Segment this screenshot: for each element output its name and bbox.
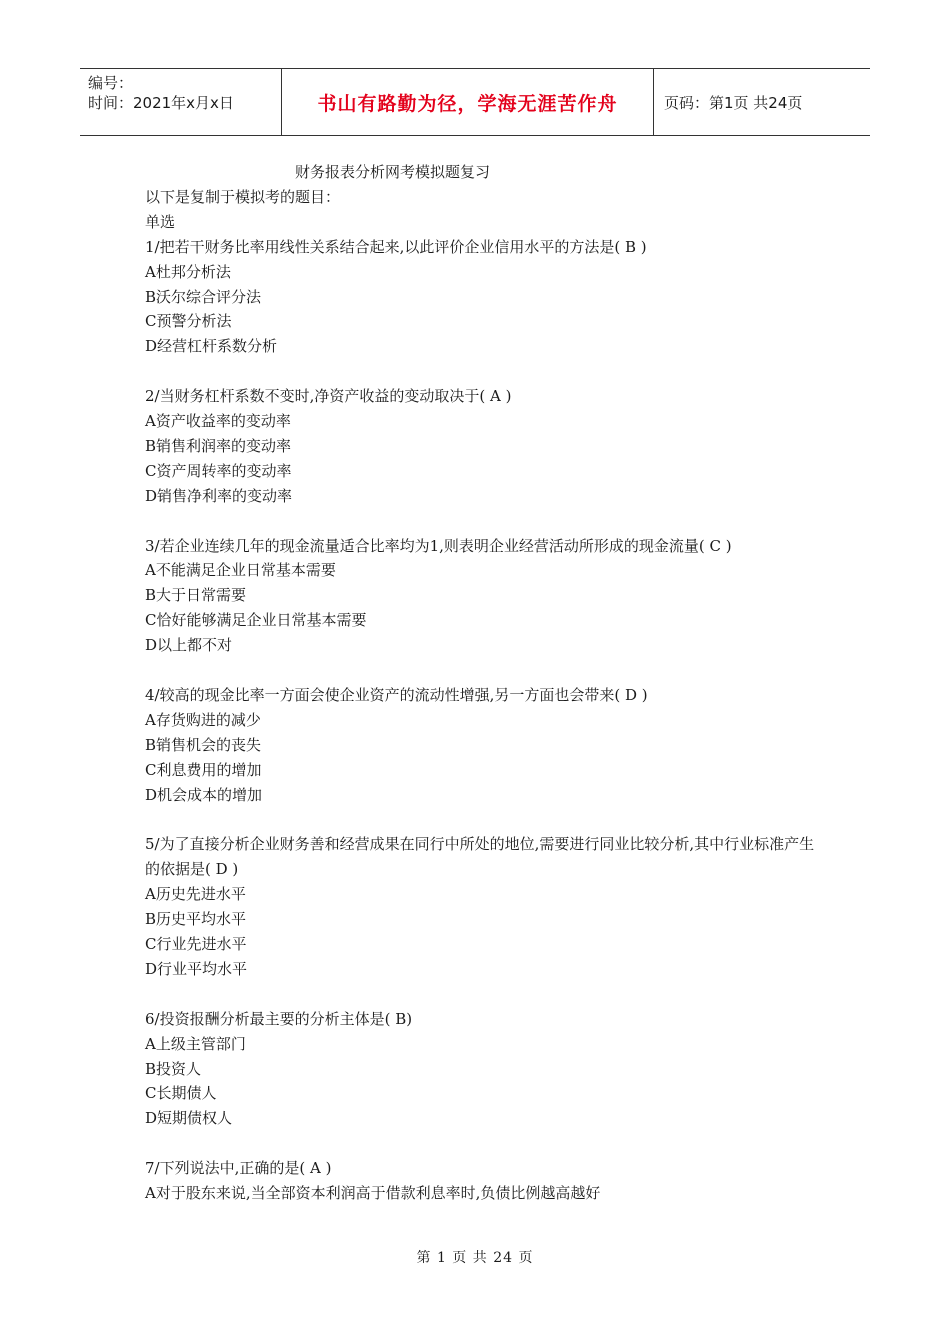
header-motto-cell: [282, 69, 654, 135]
spacer: [145, 509, 825, 534]
question-text: 6/投资报酬分析最主要的分析主体是( B): [145, 1009, 413, 1028]
question-text: 5/为了直接分析企业财务善和经营成果在同行中所处的地位,需要进行同业比较分析,其中行业标准产生的依据是( D ): [145, 835, 815, 879]
option: A杜邦分析法: [145, 262, 231, 281]
document-body: [145, 160, 825, 1206]
question-text: 3/若企业连续几年的现金流量适合比率均为1,则表明企业经营活动所形成的现金流量( C ): [145, 536, 732, 555]
spacer: [145, 982, 825, 1007]
spacer: [145, 658, 825, 683]
question-block: [145, 1007, 825, 1132]
header-left-cell: [80, 69, 282, 135]
question-text: 2/当财务杠杆系数不变时,净资产收益的变动取决于( A ): [145, 387, 512, 406]
option: A存货购进的减少: [145, 710, 261, 729]
option: A资产收益率的变动率: [145, 412, 291, 431]
option: C恰好能够满足企业日常基本需要: [145, 611, 367, 630]
question-block: [145, 832, 825, 981]
option: D销售净利率的变动率: [145, 486, 293, 505]
document-title: 财务报表分析网考模拟题复习: [295, 163, 491, 181]
option: C资产周转率的变动率: [145, 461, 292, 480]
option: C行业先进水平: [145, 935, 247, 954]
spacer: [145, 808, 825, 833]
question-block: [145, 1156, 825, 1206]
option: D行业平均水平: [145, 959, 248, 978]
option: A历史先进水平: [145, 885, 246, 904]
option: B投资人: [145, 1059, 202, 1078]
question-text: 4/较高的现金比率一方面会使企业资产的流动性增强,另一方面也会带来( D ): [145, 685, 648, 704]
option: D机会成本的增加: [145, 785, 263, 804]
option: C长期债人: [145, 1084, 217, 1103]
question-text: 7/下列说法中,正确的是( A ): [145, 1159, 332, 1178]
intro-text: 以下是复制于模拟考的题目：: [145, 187, 341, 206]
option: B销售机会的丧失: [145, 735, 262, 754]
motto-text: 书山有路勤为径，学海无涯苦作舟: [317, 92, 618, 115]
option: C预警分析法: [145, 312, 232, 331]
question-text: 1/把若干财务比率用线性关系结合起来,以此评价企业信用水平的方法是( B ): [145, 237, 647, 256]
option: D以上都不对: [145, 636, 233, 655]
option: B历史平均水平: [145, 910, 247, 929]
option: D短期债权人: [145, 1109, 233, 1128]
option: A上级主管部门: [145, 1034, 246, 1053]
spacer: [145, 359, 825, 384]
option: A不能满足企业日常基本需要: [145, 561, 336, 580]
option: B大于日常需要: [145, 586, 247, 605]
option: B沃尔综合评分法: [145, 287, 262, 306]
option: A对于股东来说,当全部资本利润高于借款利息率时,负债比例越高越好: [145, 1184, 601, 1203]
spacer: [145, 1131, 825, 1156]
page-footer: 第 1 页 共 24 页: [416, 1250, 534, 1266]
option: D经营杠杆系数分析: [145, 337, 278, 356]
question-block: [145, 683, 825, 808]
option: B销售利润率的变动率: [145, 436, 292, 455]
page-info: 页码：第1页 共24页: [664, 93, 803, 112]
question-block: [145, 534, 825, 659]
serial-label: 编号：: [88, 74, 134, 92]
question-block: [145, 235, 825, 360]
date-line: 时间：2021年x月x日: [88, 94, 234, 112]
question-block: [145, 384, 825, 509]
header-page-cell: [654, 69, 870, 135]
option: C利息费用的增加: [145, 760, 262, 779]
document-header: [80, 68, 870, 136]
section-label: 单选: [145, 212, 176, 231]
